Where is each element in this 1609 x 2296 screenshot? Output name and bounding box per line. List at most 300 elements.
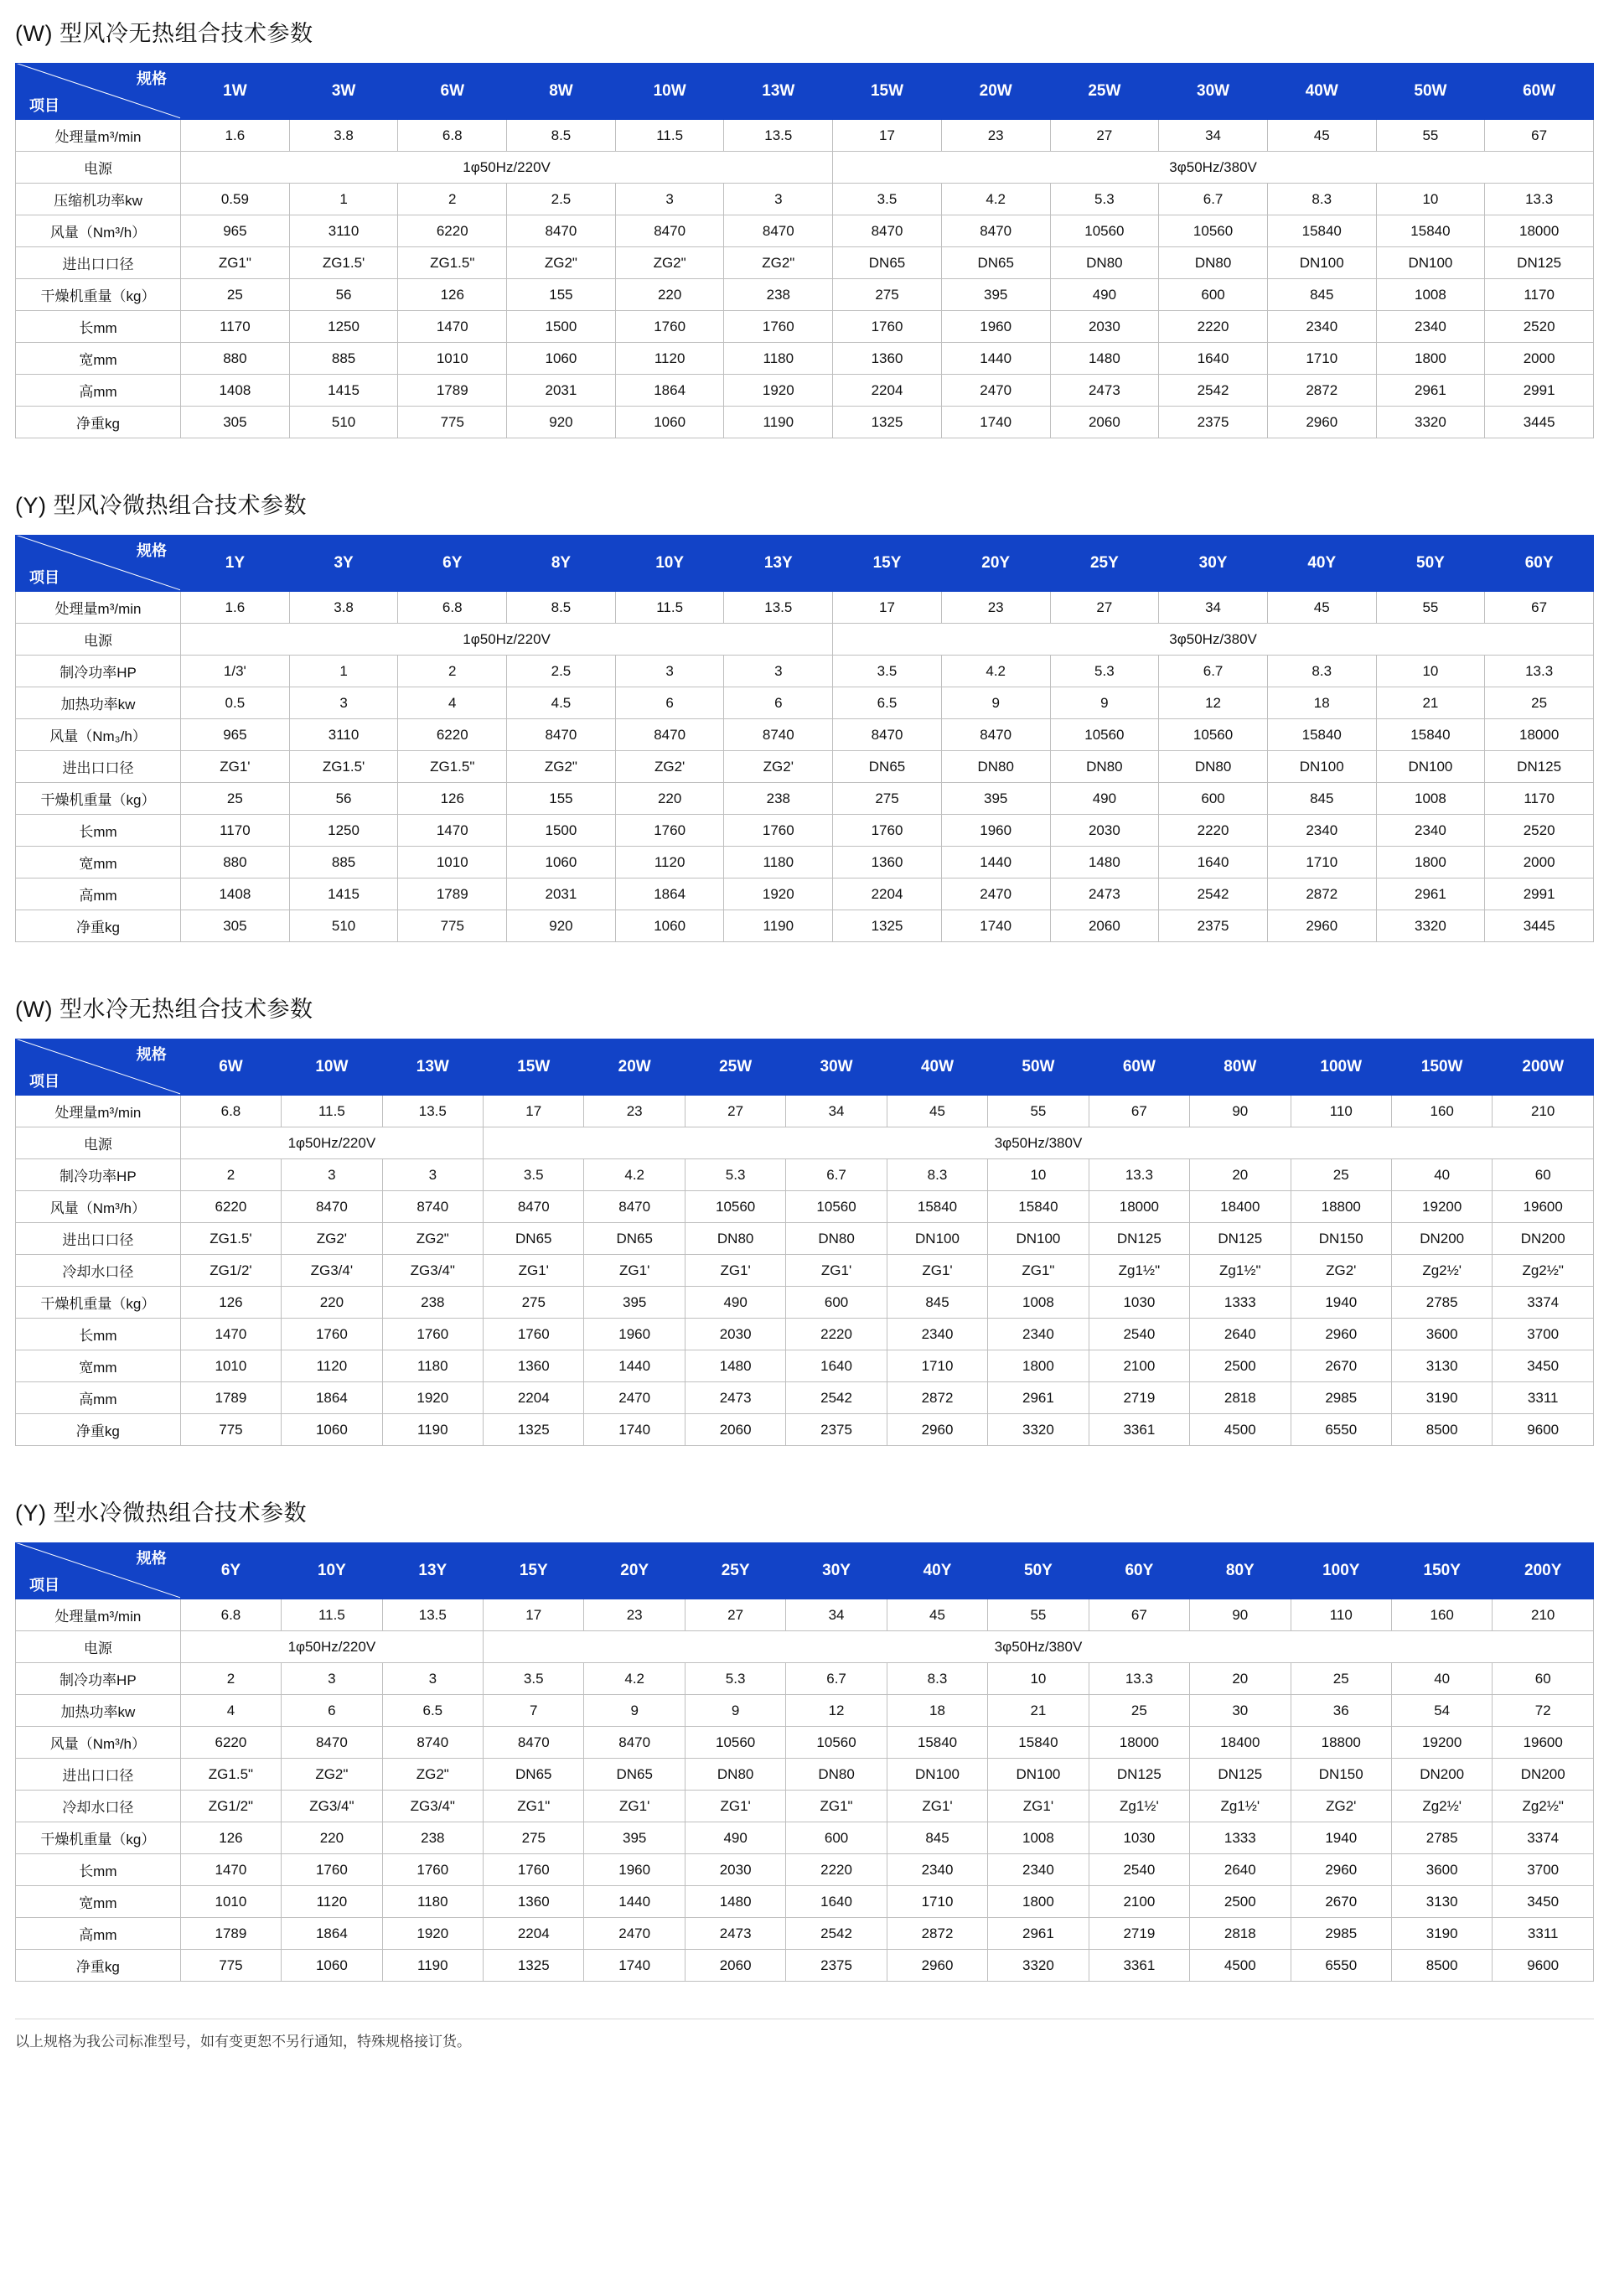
data-cell: ZG3/4" (282, 1791, 382, 1822)
data-cell: 775 (180, 1950, 281, 1982)
row-label: 高mm (16, 375, 181, 407)
data-cell: 45 (1267, 120, 1376, 152)
data-cell: 6.5 (833, 687, 942, 719)
data-cell: ZG2' (724, 751, 833, 783)
data-cell: 90 (1190, 1599, 1291, 1631)
row-label: 电源 (16, 1631, 181, 1663)
data-cell: 160 (1391, 1599, 1492, 1631)
data-cell: 90 (1190, 1096, 1291, 1127)
data-cell: 600 (1159, 279, 1268, 311)
data-cell: 845 (1267, 783, 1376, 815)
data-cell: ZG2" (382, 1223, 483, 1255)
data-cell: 600 (1159, 783, 1268, 815)
table-row (16, 1599, 1594, 1631)
data-cell: 8.5 (507, 120, 616, 152)
data-cell: 8470 (833, 215, 942, 247)
data-cell: ZG1.5" (398, 247, 507, 279)
data-cell: 18 (1267, 687, 1376, 719)
data-cell: 3311 (1493, 1382, 1594, 1414)
data-cell: 1760 (382, 1854, 483, 1886)
data-cell: 60 (1493, 1663, 1594, 1695)
data-cell: 40 (1391, 1159, 1492, 1191)
data-cell: 45 (1267, 592, 1376, 624)
data-cell: 4.2 (584, 1663, 685, 1695)
data-cell: DN65 (941, 247, 1050, 279)
data-cell: 2670 (1291, 1886, 1391, 1918)
data-cell: 880 (181, 847, 290, 878)
data-cell: 2340 (988, 1854, 1089, 1886)
data-cell: 19200 (1391, 1727, 1492, 1759)
data-cell: 1500 (507, 815, 616, 847)
data-cell: 8740 (724, 719, 833, 751)
data-cell: 2985 (1291, 1382, 1391, 1414)
row-label: 风量（Nm³/h） (16, 1191, 181, 1223)
data-cell: ZG1.5" (180, 1759, 281, 1791)
data-cell: 126 (398, 783, 507, 815)
corner-label-item: 项目 (29, 1073, 59, 1090)
data-cell: 1060 (615, 407, 724, 438)
data-cell: 13.5 (382, 1096, 483, 1127)
data-cell: ZG2" (724, 247, 833, 279)
data-cell: 1470 (398, 815, 507, 847)
data-cell: 4 (180, 1695, 281, 1727)
section-title: (Y) 型水冷微热组合技术参数 (15, 1500, 307, 1526)
data-cell: 1440 (941, 847, 1050, 878)
data-cell: 1640 (786, 1886, 887, 1918)
data-cell: 1360 (833, 343, 942, 375)
data-cell: 1920 (724, 878, 833, 910)
data-cell: 1 (289, 184, 398, 215)
data-cell: 2961 (988, 1382, 1089, 1414)
spec-section (0, 487, 1609, 942)
model-header-cell: 3W (289, 64, 398, 120)
section-title: (W) 型水冷无热组合技术参数 (15, 997, 313, 1022)
data-cell: 56 (289, 783, 398, 815)
row-label: 压缩机功率kw (16, 184, 181, 215)
data-cell: 6.8 (180, 1599, 281, 1631)
model-header-cell: 6Y (398, 536, 507, 592)
data-cell: 490 (1050, 783, 1159, 815)
model-header-cell: 15Y (833, 536, 942, 592)
data-cell: 18 (887, 1695, 987, 1727)
model-header-cell: 50W (1376, 64, 1485, 120)
data-cell: ZG1' (988, 1791, 1089, 1822)
data-cell: 15840 (988, 1727, 1089, 1759)
data-cell: 395 (584, 1287, 685, 1319)
table-row (16, 910, 1594, 942)
row-label: 干燥机重量（kg） (16, 783, 181, 815)
data-cell: ZG1.5' (289, 751, 398, 783)
row-label: 电源 (16, 1127, 181, 1159)
data-cell: 2473 (685, 1382, 785, 1414)
model-header-cell: 20Y (941, 536, 1050, 592)
data-cell: 4.5 (507, 687, 616, 719)
data-cell: 3 (724, 184, 833, 215)
data-cell: 9600 (1493, 1950, 1594, 1982)
data-cell: DN65 (484, 1223, 584, 1255)
data-cell: 1008 (1376, 783, 1485, 815)
table-row (16, 1287, 1594, 1319)
data-cell: 2991 (1485, 878, 1594, 910)
data-cell: 1250 (289, 815, 398, 847)
data-cell: 110 (1291, 1096, 1391, 1127)
data-cell: ZG1/2' (180, 1255, 281, 1287)
data-cell: 3374 (1493, 1287, 1594, 1319)
corner-label-item: 项目 (29, 1577, 59, 1594)
row-label: 长mm (16, 311, 181, 343)
data-cell: 4500 (1190, 1950, 1291, 1982)
model-header-cell: 50Y (1376, 536, 1485, 592)
data-cell: 1325 (833, 910, 942, 942)
data-cell: 40 (1391, 1663, 1492, 1695)
data-cell: ZG2" (282, 1759, 382, 1791)
data-cell: 11.5 (282, 1599, 382, 1631)
data-cell: 2.5 (507, 184, 616, 215)
data-cell: 1960 (584, 1854, 685, 1886)
data-cell: 490 (685, 1822, 785, 1854)
data-cell: 490 (1050, 279, 1159, 311)
data-cell: 6220 (180, 1727, 281, 1759)
data-cell: 11.5 (615, 120, 724, 152)
data-cell: 2031 (507, 878, 616, 910)
power-supply-cell: 3φ50Hz/380V (484, 1127, 1594, 1159)
spec-section (0, 15, 1609, 438)
data-cell: 13.3 (1089, 1663, 1189, 1695)
data-cell: 34 (786, 1599, 887, 1631)
data-cell: 3 (382, 1663, 483, 1695)
data-cell: 1480 (685, 1350, 785, 1382)
data-cell: 7 (484, 1695, 584, 1727)
data-cell: 490 (685, 1287, 785, 1319)
data-cell: 1360 (484, 1350, 584, 1382)
data-cell: 126 (180, 1822, 281, 1854)
table-row (16, 1255, 1594, 1287)
data-cell: 1940 (1291, 1822, 1391, 1854)
data-cell: 1325 (484, 1950, 584, 1982)
model-header-cell: 25Y (1050, 536, 1159, 592)
spec-section (0, 991, 1609, 1446)
data-cell: 775 (180, 1414, 281, 1446)
data-cell: 238 (382, 1822, 483, 1854)
row-label: 长mm (16, 1854, 181, 1886)
data-cell: 30 (1190, 1695, 1291, 1727)
data-cell: 55 (988, 1096, 1089, 1127)
table-header-row (16, 64, 1594, 120)
data-cell: 1710 (887, 1350, 987, 1382)
row-label: 风量（Nm³/h） (16, 215, 181, 247)
table-row (16, 815, 1594, 847)
data-cell: 34 (1159, 592, 1268, 624)
data-cell: 18800 (1291, 1191, 1391, 1223)
data-cell: 2470 (584, 1918, 685, 1950)
section-title: (Y) 型风冷微热组合技术参数 (15, 493, 307, 518)
data-cell: 25 (181, 783, 290, 815)
data-cell: DN80 (1050, 751, 1159, 783)
data-cell: 17 (833, 120, 942, 152)
data-cell: 2204 (484, 1918, 584, 1950)
data-cell: 2640 (1190, 1319, 1291, 1350)
data-cell: DN200 (1493, 1759, 1594, 1791)
data-cell: 21 (1376, 687, 1485, 719)
data-cell: 1.6 (181, 592, 290, 624)
corner-label-item: 项目 (29, 97, 59, 114)
row-label: 进出口口径 (16, 1223, 181, 1255)
data-cell: 60 (1493, 1159, 1594, 1191)
table-row (16, 1759, 1594, 1791)
data-cell: 3.5 (484, 1663, 584, 1695)
data-cell: 8500 (1391, 1414, 1492, 1446)
power-supply-cell: 3φ50Hz/380V (833, 152, 1594, 184)
data-cell: 1008 (988, 1287, 1089, 1319)
data-cell: 2960 (1267, 407, 1376, 438)
data-cell: 155 (507, 279, 616, 311)
data-cell: 238 (382, 1287, 483, 1319)
data-cell: 2.5 (507, 656, 616, 687)
data-cell: 1789 (398, 878, 507, 910)
data-cell: 3700 (1493, 1854, 1594, 1886)
row-label: 处理量m³/min (16, 1599, 181, 1631)
row-label: 高mm (16, 878, 181, 910)
data-cell: ZG1' (887, 1255, 987, 1287)
data-cell: 2961 (988, 1918, 1089, 1950)
table-row (16, 878, 1594, 910)
row-label: 加热功率kw (16, 687, 181, 719)
model-header-cell: 50Y (988, 1543, 1089, 1599)
data-cell: 2520 (1485, 815, 1594, 847)
data-cell: 8470 (615, 215, 724, 247)
data-cell: ZG1" (786, 1791, 887, 1822)
data-cell: 18000 (1485, 719, 1594, 751)
table-row (16, 687, 1594, 719)
data-cell: 6.5 (382, 1695, 483, 1727)
data-cell: 13.5 (724, 120, 833, 152)
spec-table (15, 535, 1594, 942)
data-cell: Zg1½" (1190, 1255, 1291, 1287)
data-cell: 8470 (615, 719, 724, 751)
data-cell: 17 (833, 592, 942, 624)
data-cell: 1800 (1376, 343, 1485, 375)
data-cell: 1789 (398, 375, 507, 407)
data-cell: 11.5 (282, 1096, 382, 1127)
data-cell: 2872 (887, 1918, 987, 1950)
data-cell: 3130 (1391, 1886, 1492, 1918)
data-cell: 72 (1493, 1695, 1594, 1727)
data-cell: 4500 (1190, 1414, 1291, 1446)
spec-section (0, 1495, 1609, 1982)
row-label: 干燥机重量（kg） (16, 279, 181, 311)
data-cell: ZG1/2" (180, 1791, 281, 1822)
data-cell: 2960 (1291, 1854, 1391, 1886)
table-row (16, 847, 1594, 878)
data-cell: 8500 (1391, 1950, 1492, 1982)
power-supply-cell: 1φ50Hz/220V (181, 152, 833, 184)
table-header-row (16, 536, 1594, 592)
data-cell: 9 (1050, 687, 1159, 719)
data-cell: 3600 (1391, 1854, 1492, 1886)
data-cell: 1120 (282, 1886, 382, 1918)
data-cell: ZG1' (887, 1791, 987, 1822)
data-cell: 8470 (484, 1191, 584, 1223)
data-cell: 34 (1159, 120, 1268, 152)
data-cell: 155 (507, 783, 616, 815)
table-row (16, 1631, 1594, 1663)
model-header-cell: 6W (398, 64, 507, 120)
data-cell: 1760 (724, 311, 833, 343)
data-cell: 2785 (1391, 1822, 1492, 1854)
data-cell: 220 (615, 279, 724, 311)
data-cell: 15840 (1267, 215, 1376, 247)
data-cell: ZG2' (1291, 1255, 1391, 1287)
data-cell: 2375 (786, 1414, 887, 1446)
power-supply-cell: 1φ50Hz/220V (180, 1127, 483, 1159)
table-row (16, 1854, 1594, 1886)
data-cell: 9600 (1493, 1414, 1594, 1446)
data-cell: 5.3 (1050, 656, 1159, 687)
row-label: 长mm (16, 815, 181, 847)
data-cell: 275 (833, 279, 942, 311)
data-cell: 10560 (1050, 215, 1159, 247)
data-cell: 3190 (1391, 1918, 1492, 1950)
data-cell: 6220 (398, 719, 507, 751)
data-cell: 18400 (1190, 1727, 1291, 1759)
row-label: 制冷功率HP (16, 1663, 181, 1695)
data-cell: 965 (181, 215, 290, 247)
data-cell: 2473 (685, 1918, 785, 1950)
data-cell: 13.5 (724, 592, 833, 624)
data-cell: 18800 (1291, 1727, 1391, 1759)
data-cell: 1480 (1050, 343, 1159, 375)
data-cell: ZG2' (1291, 1791, 1391, 1822)
data-cell: 2060 (685, 1414, 785, 1446)
data-cell: 6 (615, 687, 724, 719)
data-cell: DN125 (1190, 1759, 1291, 1791)
table-row (16, 1382, 1594, 1414)
data-cell: 6550 (1291, 1950, 1391, 1982)
data-cell: DN65 (584, 1223, 685, 1255)
data-cell: DN65 (833, 751, 942, 783)
data-cell: 1800 (1376, 847, 1485, 878)
data-cell: 1170 (181, 815, 290, 847)
data-cell: 1800 (988, 1350, 1089, 1382)
data-cell: 3 (615, 656, 724, 687)
row-label: 冷却水口径 (16, 1791, 181, 1822)
model-header-cell: 80Y (1190, 1543, 1291, 1599)
data-cell: DN80 (1159, 751, 1268, 783)
data-cell: DN100 (1376, 247, 1485, 279)
data-cell: 845 (1267, 279, 1376, 311)
data-cell: ZG2" (382, 1759, 483, 1791)
data-cell: 1760 (724, 815, 833, 847)
data-cell: 2542 (1159, 878, 1268, 910)
table-row (16, 1695, 1594, 1727)
model-header-cell: 20Y (584, 1543, 685, 1599)
data-cell: 2961 (1376, 375, 1485, 407)
data-cell: 15840 (1376, 719, 1485, 751)
data-cell: 1060 (282, 1950, 382, 1982)
data-cell: 1250 (289, 311, 398, 343)
model-header-cell: 40Y (1267, 536, 1376, 592)
data-cell: DN125 (1485, 247, 1594, 279)
data-cell: 1.6 (181, 120, 290, 152)
data-cell: DN200 (1391, 1759, 1492, 1791)
table-row (16, 656, 1594, 687)
model-header-cell: 30W (786, 1039, 887, 1096)
data-cell: 2100 (1089, 1350, 1189, 1382)
data-cell: 20 (1190, 1663, 1291, 1695)
data-cell: 2670 (1291, 1350, 1391, 1382)
power-supply-cell: 1φ50Hz/220V (180, 1631, 483, 1663)
row-label: 进出口口径 (16, 751, 181, 783)
data-cell: 6.8 (398, 592, 507, 624)
data-cell: 2960 (887, 1414, 987, 1446)
data-cell: ZG3/4" (382, 1255, 483, 1287)
data-cell: Zg2½" (1493, 1255, 1594, 1287)
data-cell: 3.5 (833, 184, 942, 215)
data-cell: 1760 (282, 1854, 382, 1886)
data-cell: 23 (584, 1096, 685, 1127)
data-cell: 8.5 (507, 592, 616, 624)
data-cell: DN80 (685, 1759, 785, 1791)
data-cell: ZG1' (685, 1791, 785, 1822)
data-cell: 1500 (507, 311, 616, 343)
data-cell: 1180 (382, 1886, 483, 1918)
row-label: 制冷功率HP (16, 656, 181, 687)
data-cell: 6.8 (398, 120, 507, 152)
data-cell: 2473 (1050, 375, 1159, 407)
data-cell: 2785 (1391, 1287, 1492, 1319)
data-cell: 2818 (1190, 1382, 1291, 1414)
data-cell: 19200 (1391, 1191, 1492, 1223)
table-row (16, 751, 1594, 783)
table-corner-header (16, 1039, 181, 1096)
data-cell: 9 (584, 1695, 685, 1727)
data-cell: 1170 (181, 311, 290, 343)
data-cell: 13.5 (382, 1599, 483, 1631)
data-cell: 9 (685, 1695, 785, 1727)
data-cell: 25 (1291, 1663, 1391, 1695)
data-cell: 2960 (887, 1950, 987, 1982)
data-cell: 2340 (1376, 311, 1485, 343)
data-cell: 920 (507, 407, 616, 438)
data-cell: 3 (282, 1663, 382, 1695)
model-header-cell: 15W (833, 64, 942, 120)
data-cell: DN100 (988, 1759, 1089, 1791)
data-cell: 1920 (382, 1382, 483, 1414)
data-cell: Zg1½' (1089, 1791, 1189, 1822)
data-cell: 1190 (724, 407, 833, 438)
data-cell: DN125 (1089, 1759, 1189, 1791)
data-cell: 2872 (1267, 375, 1376, 407)
data-cell: 238 (724, 279, 833, 311)
data-cell: 1940 (1291, 1287, 1391, 1319)
row-label: 处理量m³/min (16, 120, 181, 152)
data-cell: DN80 (786, 1223, 887, 1255)
data-cell: 3361 (1089, 1414, 1189, 1446)
data-cell: 2204 (833, 375, 942, 407)
data-cell: 2204 (484, 1382, 584, 1414)
row-label: 宽mm (16, 1886, 181, 1918)
data-cell: 1120 (615, 847, 724, 878)
data-cell: 27 (685, 1096, 785, 1127)
data-cell: ZG3/4" (382, 1791, 483, 1822)
model-header-cell: 40W (887, 1039, 987, 1096)
data-cell: 2340 (1376, 815, 1485, 847)
model-header-cell: 10Y (282, 1543, 382, 1599)
model-header-cell: 40Y (887, 1543, 987, 1599)
data-cell: 1190 (382, 1414, 483, 1446)
data-cell: 3.5 (833, 656, 942, 687)
data-cell: 1760 (382, 1319, 483, 1350)
